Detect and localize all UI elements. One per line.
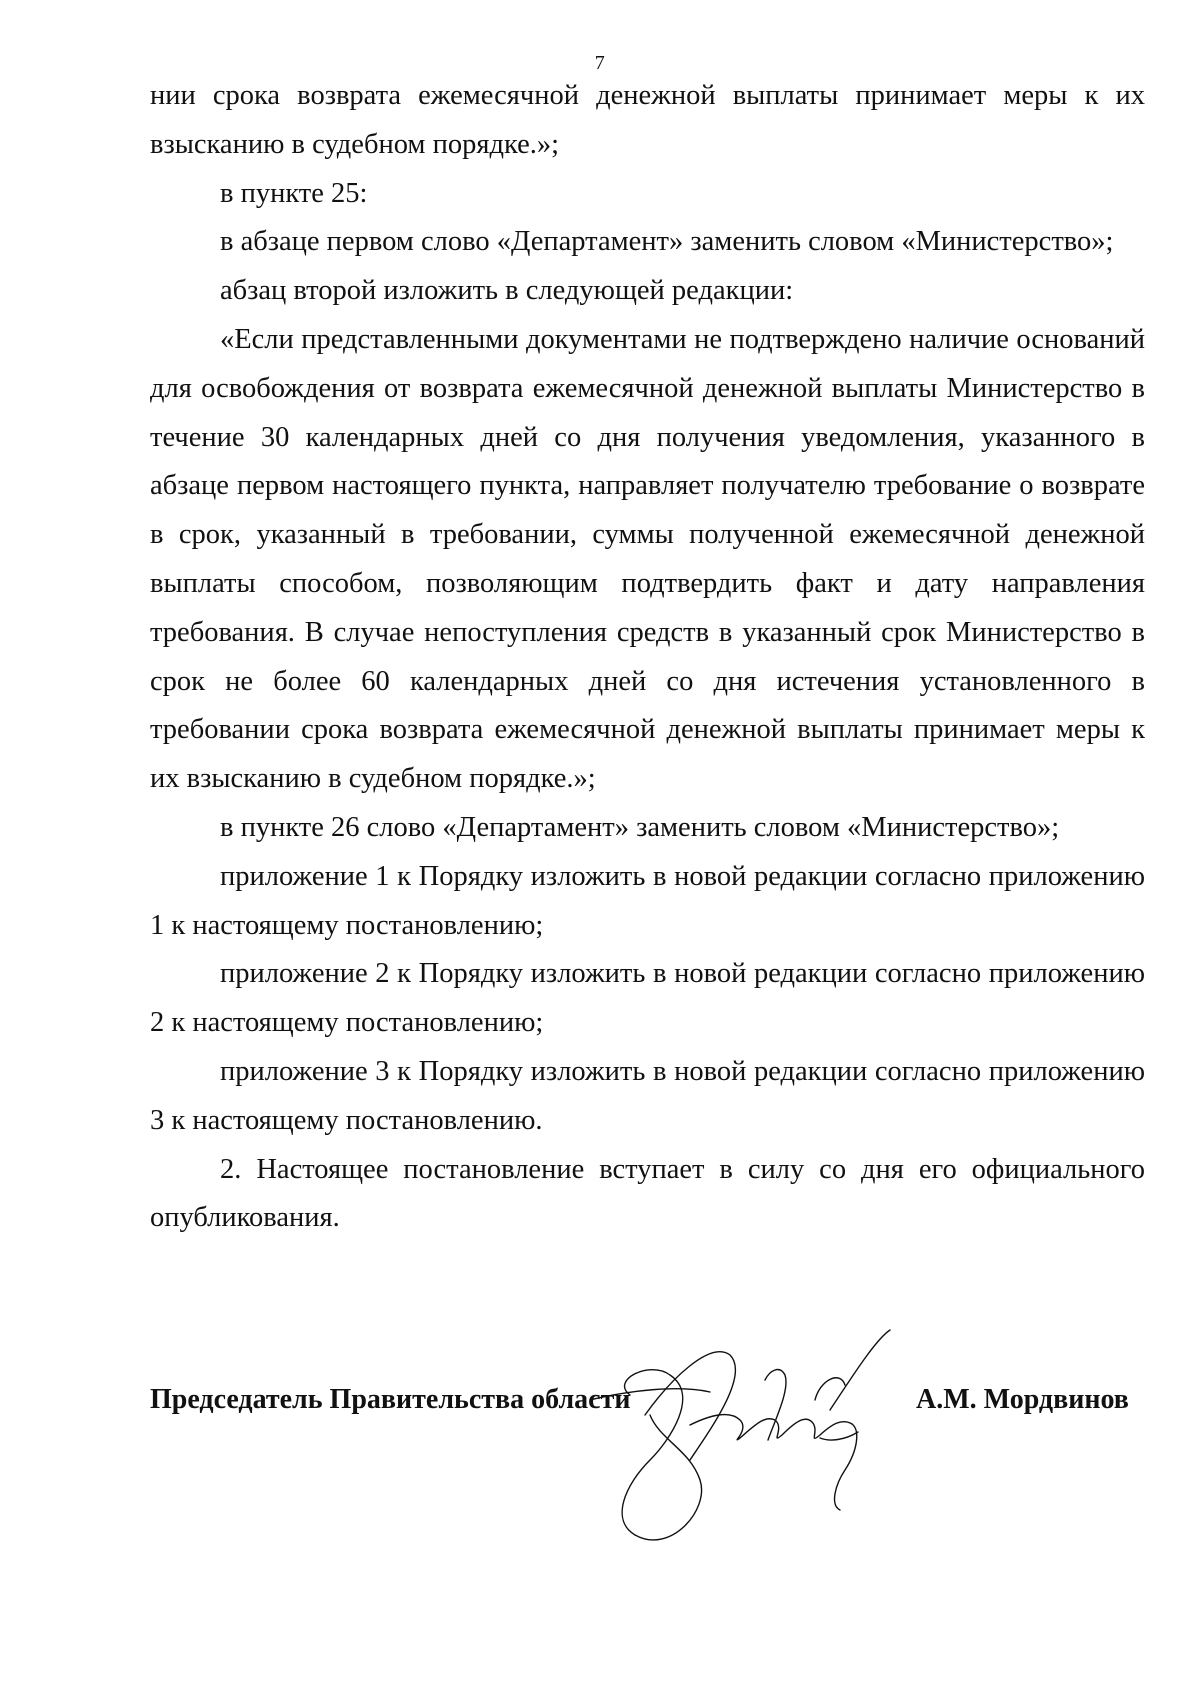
- paragraph: приложение 3 к Порядку изложить в новой редакции согласно приложению 3 к настоящему постановлению.: [150, 1055, 1145, 1136]
- paragraph: в пункте 25:: [220, 177, 368, 209]
- paragraph: приложение 2 к Порядку изложить в новой редакции согласно приложению 2 к настоящему постановлению;: [150, 958, 1145, 1039]
- signer-name: А.М. Мордвинов: [916, 1384, 1129, 1415]
- paragraph: «Если представленными документами не подтверждено наличие оснований для освобождения от возврата ежемесячной денежной выплаты Министерство в течение 30 календарных дней со дня получения уведомления, указанного в абзаце первом настоящего пункта, направляет получателю требование о возврате в срок, указанный в требовании, суммы полученной ежемесячной денежной выплаты способом, позволяющим подтвердить факт и дату направления требования. В случае непоступления средств в указанный срок Министерство в срок не более 60 календарных дней со дня истечения установленного в требовании срока возврата ежемесячной денежной выплаты принимает меры к их взысканию в судебном порядке.»;: [150, 323, 1145, 795]
- paragraph: абзац второй изложить в следующей редакции:: [220, 275, 794, 307]
- page-number: 7: [594, 52, 606, 74]
- document-body: [150, 72, 1145, 1243]
- paragraph: 2. Настоящее постановление вступает в силу со дня его официального опубликования.: [150, 1153, 1145, 1234]
- paragraph: нии срока возврата ежемесячной денежной выплаты принимает меры к их взысканию в судебном порядке.»;: [150, 80, 1145, 160]
- handwritten-signature-icon: [590, 1320, 950, 1590]
- paragraph: в пункте 26 слово «Департамент» заменить словом «Министерство»;: [220, 811, 1060, 843]
- paragraph: приложение 1 к Порядку изложить в новой редакции согласно приложению 1 к настоящему постановлению;: [150, 860, 1145, 941]
- signer-title: Председатель Правительства области: [150, 1384, 631, 1415]
- paragraph: в абзаце первом слово «Департамент» заменить словом «Министерство»;: [220, 226, 1114, 258]
